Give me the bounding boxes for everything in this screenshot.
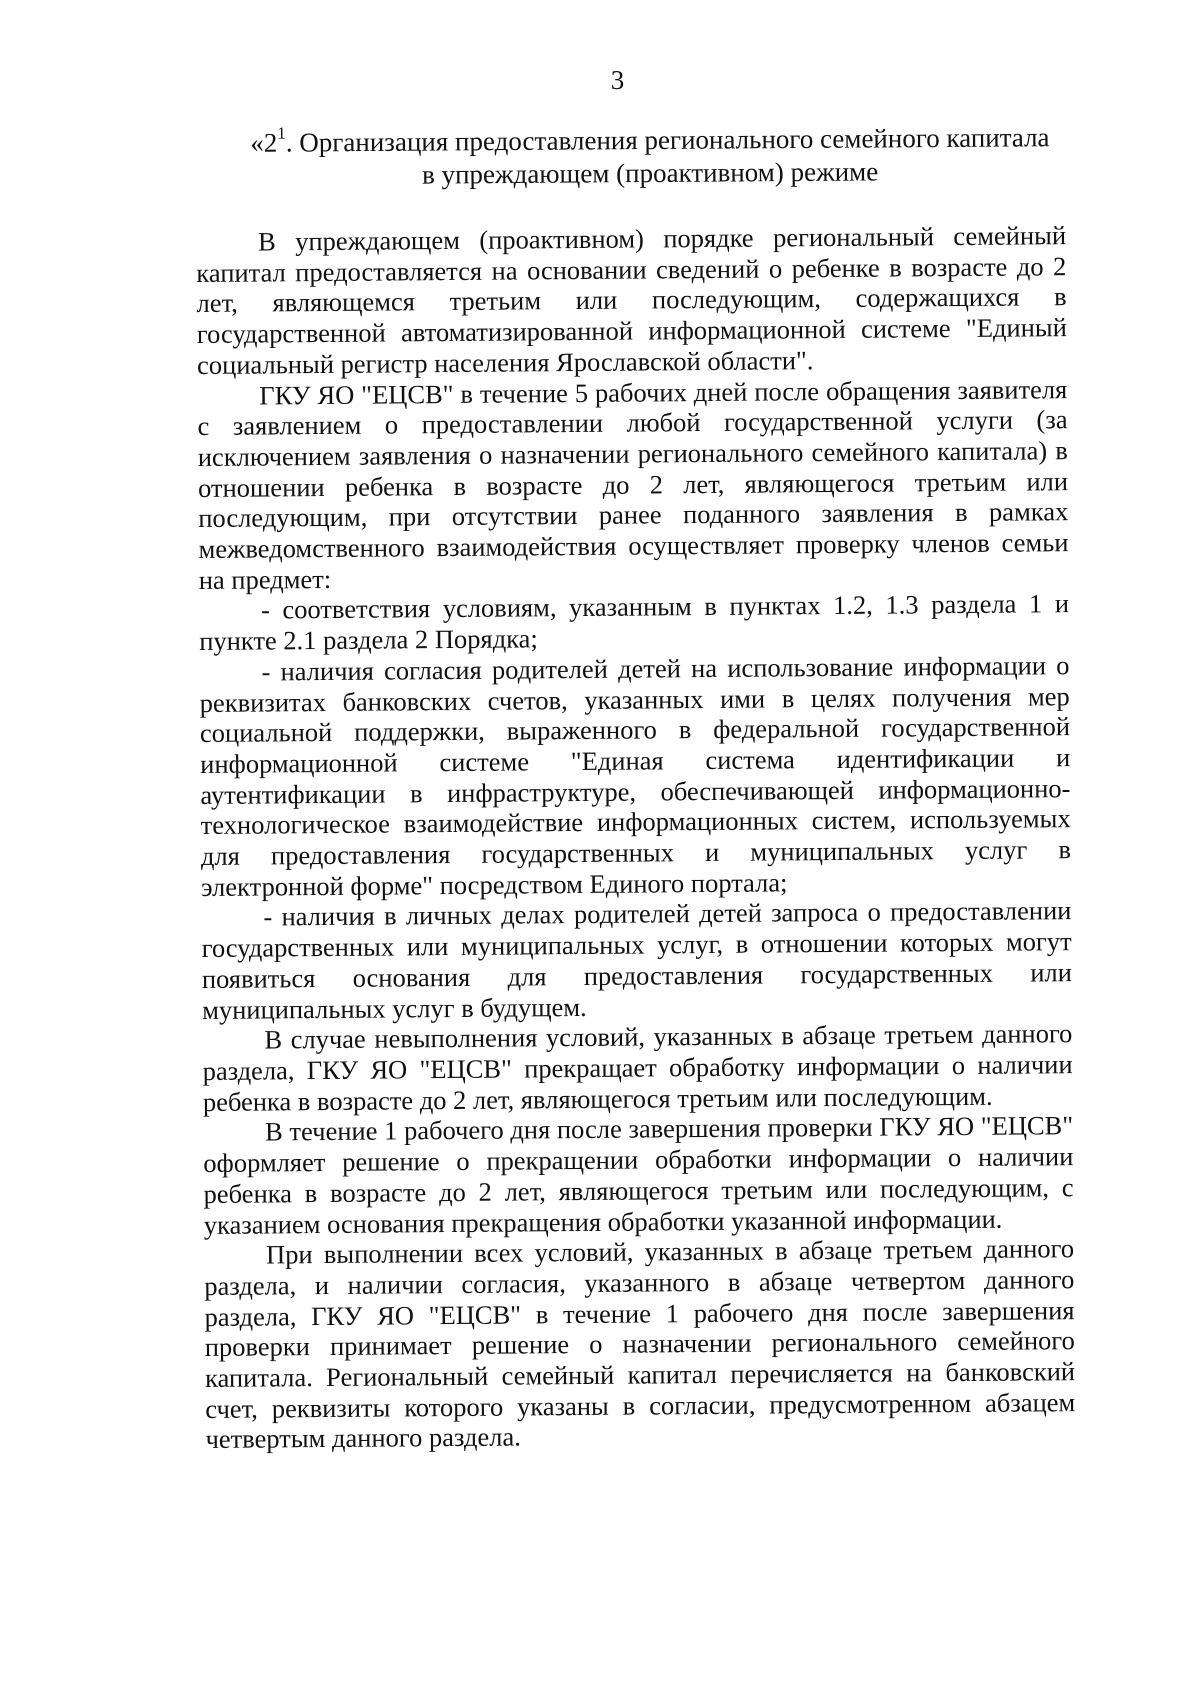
list-item-consent: - наличия согласия родителей детей на использование информации о реквизитах банковских счетов, указанных ими в целях получения мер социальной поддержки, выраженного в федеральной государственной информационной системе "Единая система идентификации и аутентификации в инфраструктуре, обеспечивающей информационно-технологическое взаимодействие информационных систем, используемых для предоставления государственных и муниципальных услуг в электронной форме" посредством Единого портала; [199, 649, 1072, 902]
section-heading-line-2: в упреждающем (проактивном) режиме [421, 156, 879, 190]
section-heading-line-1 [210, 121, 1090, 160]
paragraph-proactive-basis: В упреждающем (проактивном) порядке региональный семейный капитал предоставляется на основании сведений о ребенке в возрасте до 2 лет, являющемся третьим или последующим, содержащихся в государственной автоматизированной информационной системе "Единый социальный регистр населения Ярославской области". [196, 220, 1067, 380]
list-item-request: - наличия в личных делах родителей детей запроса о предоставлении государственных или муниципальных услуг, в отношении которых могут появиться основания для предоставления государственных или муниципальных услуг в будущем. [201, 895, 1072, 1025]
section-heading-prefix: «2 [250, 127, 278, 158]
paragraph-assignment-decision: При выполнении всех условий, указанных в абзаце третьем данного раздела, и наличии согласия, указанного в абзаце четвертом данного раздела, ГКУ ЯО "ЕЦСВ" в течение 1 рабочего дня после завершения проверки принимает решение о назначении регионального семейного капитала. Региональный семейный капитал перечисляется на банковский счет, реквизиты которого указаны в согласии, предусмотренном абзацем четвертым данного раздела. [204, 1233, 1076, 1455]
section-heading [210, 121, 1090, 193]
section-heading-title: . Организация предоставления регионального семейного капитала [285, 122, 1050, 158]
list-item-conditions: - соответствия условиям, указанным в пунктах 1.2, 1.3 раздела 1 и пункте 2.1 раздела 2 Порядка; [199, 588, 1070, 657]
body-text [196, 220, 1076, 1455]
paragraph-verification: ГКУ ЯО "ЕЦСВ" в течение 5 рабочих дней после обращения заявителя с заявлением о предоставлении любой государственной услуги (за исключением заявления о назначении регионального семейного капитала) в отношении ребенка в возрасте до 2 лет, являющегося третьим или последующим, при отсутствии ранее поданного заявления в рамках межведомственного взаимодействия осуществляет проверку членов семьи на предмет: [197, 373, 1069, 595]
page-number: 3 [610, 65, 625, 95]
paragraph-termination-decision: В течение 1 рабочего дня после завершения проверки ГКУ ЯО "ЕЦСВ" оформляет решение о прекращении обработки информации о наличии ребенка в возрасте до 2 лет, являющегося третьим или последующим, с указанием основания прекращения обработки указанной информации. [203, 1110, 1074, 1240]
paragraph-termination: В случае невыполнения условий, указанных в абзаце третьем данного раздела, ГКУ ЯО "ЕЦСВ" прекращает обработку информации о наличии ребенка в возрасте до 2 лет, являющегося третьим или последующим. [202, 1018, 1073, 1117]
section-number-superscript: 1 [277, 123, 286, 143]
